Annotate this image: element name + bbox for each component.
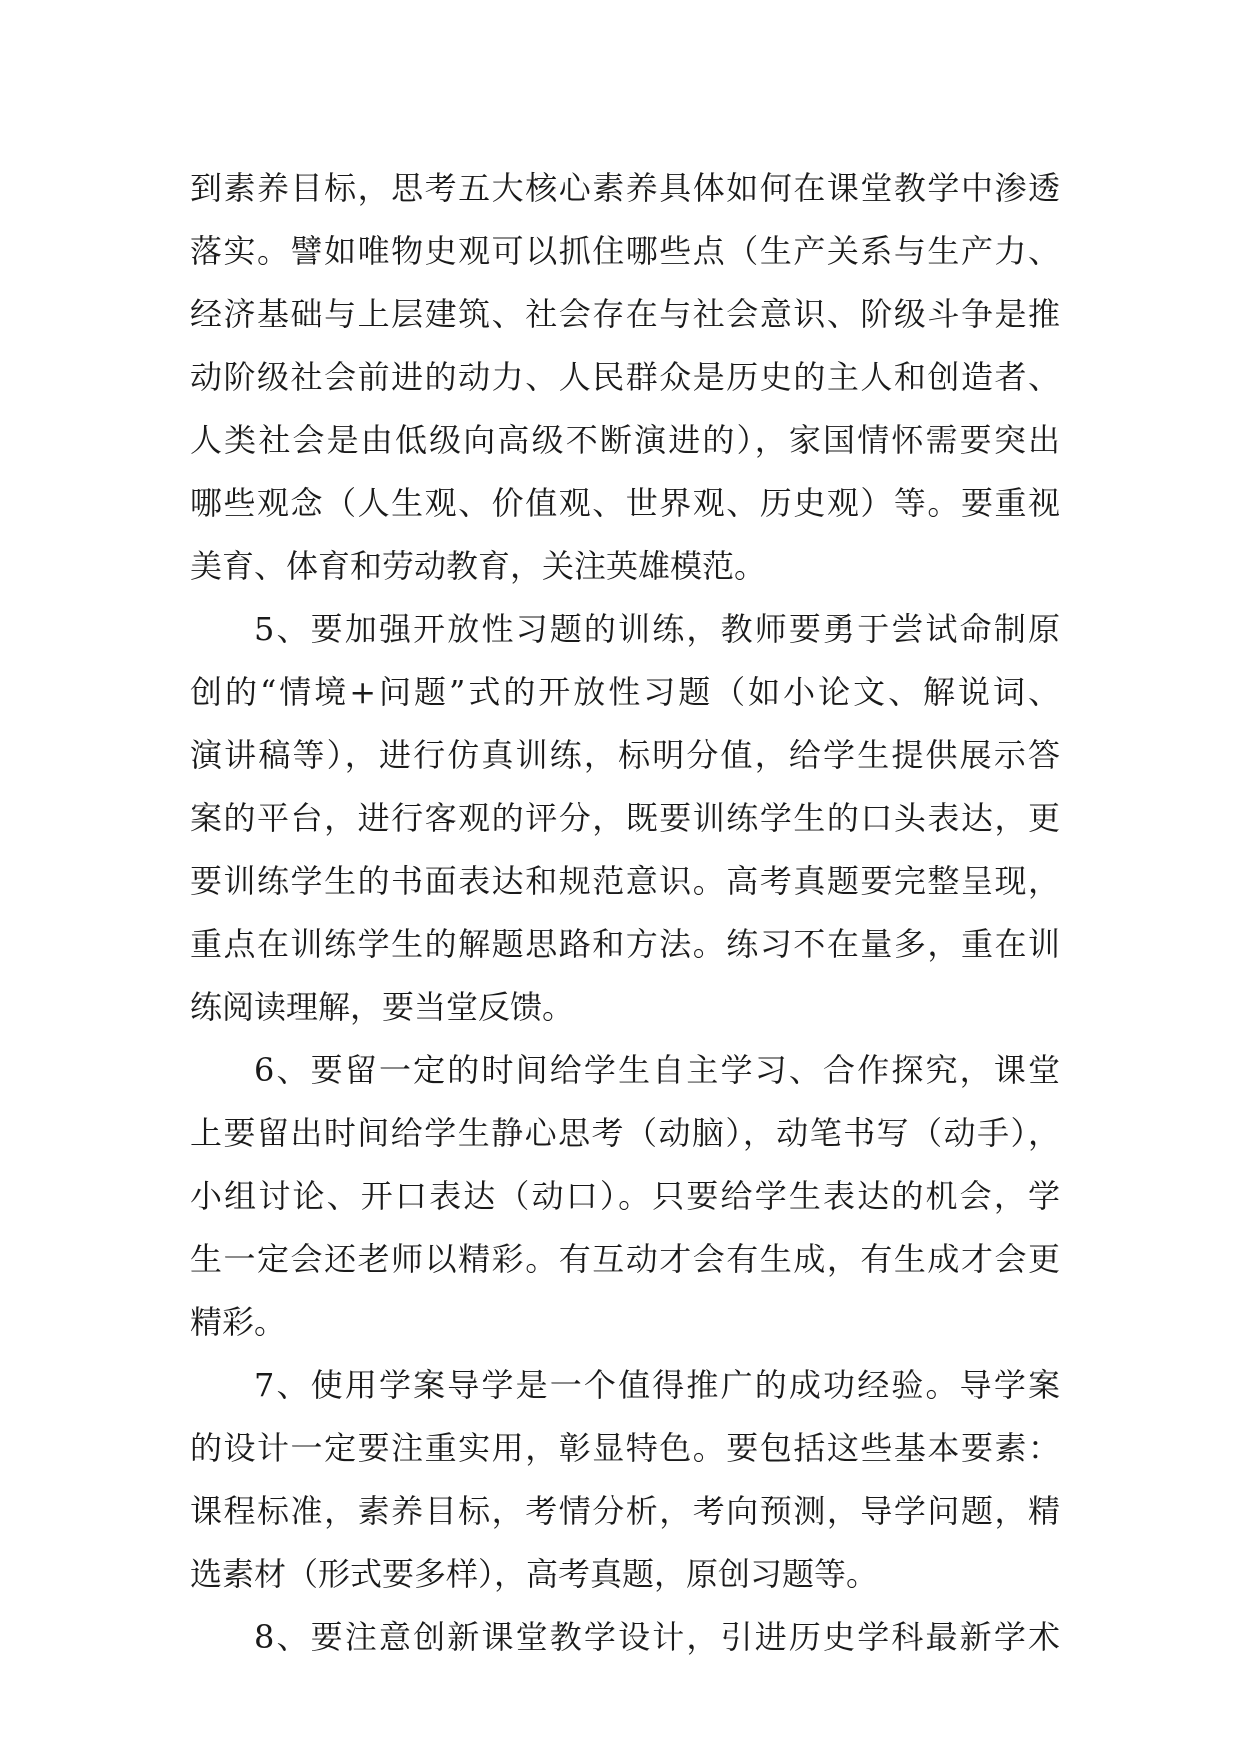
- text-line: 演讲稿等），进行仿真训练，标明分值，给学生提供展示答: [190, 736, 1060, 774]
- paragraph-7-start: 7、使用学案导学是一个值得推广的成功经验。导学案: [254, 1366, 1060, 1404]
- text-line: 动阶级社会前进的动力、人民群众是历史的主人和创造者、: [190, 358, 1060, 396]
- text-line: 精彩。: [190, 1303, 287, 1341]
- document-body: [190, 157, 1060, 1669]
- text-line: 练阅读理解，要当堂反馈。: [190, 988, 575, 1026]
- text-line: 的设计一定要注重实用，彰显特色。要包括这些基本要素：: [190, 1429, 1060, 1467]
- text-line: 案的平台，进行客观的评分，既要训练学生的口头表达，更: [190, 799, 1060, 837]
- text-line: 美育、体育和劳动教育，关注英雄模范。: [190, 547, 767, 585]
- text-line: 选素材（形式要多样），高考真题，原创习题等。: [190, 1555, 879, 1593]
- text-line: 到素养目标，思考五大核心素养具体如何在课堂教学中渗透: [190, 169, 1060, 207]
- paragraph-5-start: 5、要加强开放性习题的训练，教师要勇于尝试命制原: [254, 610, 1060, 648]
- paragraph-8-start: 8、要注意创新课堂教学设计，引进历史学科最新学术: [254, 1618, 1060, 1656]
- text-line: 上要留出时间给学生静心思考（动脑），动笔书写（动手），: [190, 1114, 1060, 1152]
- text-line: 落实。譬如唯物史观可以抓住哪些点（生产关系与生产力、: [190, 232, 1060, 270]
- text-line: 人类社会是由低级向高级不断演进的），家国情怀需要突出: [190, 421, 1060, 459]
- text-line: 小组讨论、开口表达（动口）。只要给学生表达的机会，学: [190, 1177, 1060, 1215]
- paragraph-6-start: 6、要留一定的时间给学生自主学习、合作探究，课堂: [254, 1051, 1060, 1089]
- text-line: 哪些观念（人生观、价值观、世界观、历史观）等。要重视: [190, 484, 1060, 522]
- text-line: 重点在训练学生的解题思路和方法。练习不在量多，重在训: [190, 925, 1060, 963]
- text-line: 课程标准，素养目标，考情分析，考向预测，导学问题，精: [190, 1492, 1060, 1530]
- text-line: 要训练学生的书面表达和规范意识。高考真题要完整呈现，: [190, 862, 1060, 900]
- text-line: 创的“情境+问题”式的开放性习题（如小论文、解说词、: [190, 673, 1060, 711]
- text-line: 经济基础与上层建筑、社会存在与社会意识、阶级斗争是推: [190, 295, 1060, 333]
- text-line: 生一定会还老师以精彩。有互动才会有生成，有生成才会更: [190, 1240, 1060, 1278]
